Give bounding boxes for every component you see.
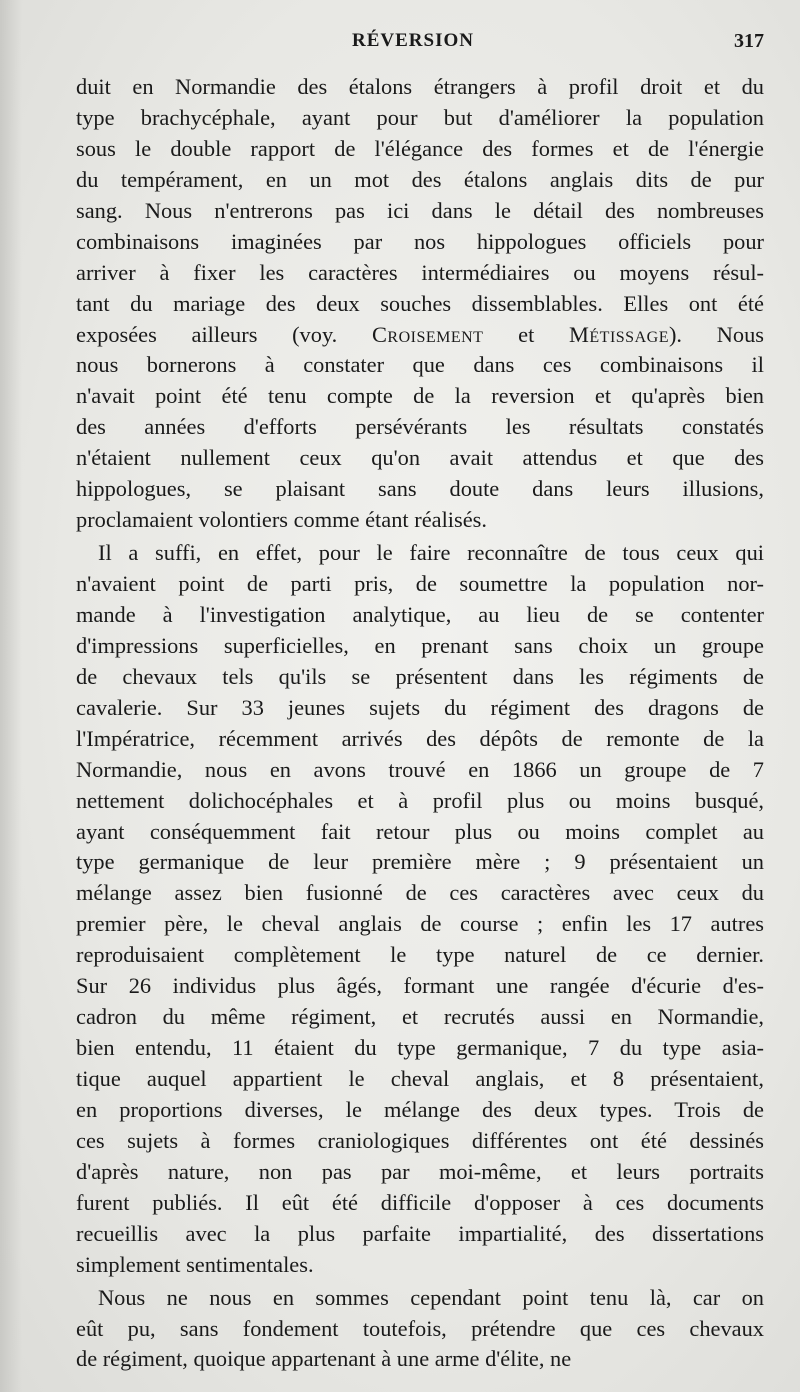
text-line: cavalerie. Sur 33 jeunes sujets du régiment des dragons de bbox=[76, 694, 764, 720]
text-line: n'étaient nullement ceux qu'on avait attendus et que des bbox=[76, 445, 764, 471]
running-head-title: RÉVERSION bbox=[352, 30, 474, 51]
text-line: hippologues, se plaisant sans doute dans leurs illusions, bbox=[76, 476, 764, 502]
text-line: tique auquel appartient le cheval anglais, et 8 présentaient, bbox=[76, 1066, 764, 1091]
text-line: ces sujets à formes craniologiques différentes ont été dessinés bbox=[76, 1127, 764, 1153]
text-line: des années d'efforts persévérants les résultats constatés bbox=[76, 414, 764, 440]
text-line: premier père, le cheval anglais de course ; enfin les 17 autres bbox=[76, 911, 764, 937]
text-line: sang. Nous n'entrerons pas ici dans le détail des nombreuses bbox=[76, 197, 764, 223]
text-line: n'avait point été tenu compte de la reversion et qu'après bien bbox=[76, 383, 764, 409]
running-head bbox=[72, 30, 772, 62]
text-line: mande à l'investigation analytique, au lieu de se contenter bbox=[76, 601, 764, 627]
page-gutter-shadow bbox=[0, 0, 22, 1392]
text-line: sous le double rapport de l'élégance des formes et de l'énergie bbox=[76, 135, 764, 161]
text-line: type germanique de leur première mère ; 9 présentaient un bbox=[76, 849, 764, 875]
text-line: simplement sentimentales. bbox=[76, 1251, 314, 1277]
text-line: d'après nature, non pas par moi-même, et leurs portraits bbox=[76, 1158, 764, 1184]
text-line: Sur 26 individus plus âgés, formant une rangée d'écurie d'es- bbox=[76, 973, 764, 999]
text-line: ayant conséquemment fait retour plus ou moins complet au bbox=[76, 818, 764, 844]
cross-reference: Métissage bbox=[569, 321, 669, 347]
text-line: nettement dolichocéphales et à profil plus ou moins busqué, bbox=[76, 787, 764, 813]
text-line: cadron du même régiment, et recrutés aussi en Normandie, bbox=[76, 1004, 764, 1030]
text-line: type brachycéphale, ayant pour but d'améliorer la population bbox=[76, 104, 764, 130]
text-line: eût pu, sans fondement toutefois, prétendre que ces chevaux bbox=[76, 1315, 764, 1341]
text-line: Normandie, nous en avons trouvé en 1866 un groupe de 7 bbox=[76, 756, 764, 782]
text-line: Il a suffi, en effet, pour le faire reconnaître de tous ceux qui bbox=[98, 540, 764, 566]
text-line: tant du mariage des deux souches dissemblables. Elles ont été bbox=[76, 290, 764, 316]
text-line: de régiment, quoique appartenant à une arme d'élite, ne bbox=[76, 1346, 572, 1372]
text-line: n'avaient point de parti pris, de soumettre la population nor- bbox=[76, 571, 764, 596]
text-line: nous bornerons à constater que dans ces combinaisons il bbox=[76, 352, 764, 378]
text-line: reproduisaient complètement le type naturel de ce dernier. bbox=[76, 942, 764, 968]
text-line: furent publiés. Il eût été difficile d'opposer à ces documents bbox=[76, 1189, 764, 1215]
text-line: du tempérament, en un mot des étalons anglais dits de pur bbox=[76, 166, 764, 192]
text-line: proclamaient volontiers comme étant réalisés. bbox=[76, 507, 487, 533]
text-line: combinaisons imaginées par nos hippologues officiels pour bbox=[76, 228, 764, 254]
page-number: 317 bbox=[734, 30, 764, 52]
cross-reference: Croisement bbox=[371, 321, 484, 347]
text-line: de chevaux tels qu'ils se présentent dans les régiments de bbox=[76, 663, 764, 689]
body-text bbox=[76, 72, 764, 1375]
text-line: bien entendu, 11 étaient du type germanique, 7 du type asia- bbox=[76, 1035, 764, 1061]
text-line: Nous ne nous en sommes cependant point tenu là, car on bbox=[98, 1284, 764, 1310]
text-line: duit en Normandie des étalons étrangers à profil droit et du bbox=[76, 74, 764, 99]
text-line: en proportions diverses, le mélange des deux types. Trois de bbox=[76, 1096, 764, 1122]
paragraph bbox=[76, 1283, 764, 1376]
text-line: d'impressions superficielles, en prenant sans choix un groupe bbox=[76, 632, 764, 658]
text-line: arriver à fixer les caractères intermédiaires ou moyens résul- bbox=[76, 259, 764, 285]
text-line: mélange assez bien fusionné de ces caractères avec ceux du bbox=[76, 880, 764, 906]
text-line: exposées ailleurs (voy. Croisement et Métissage). Nous bbox=[76, 321, 764, 347]
paragraph bbox=[76, 72, 764, 536]
text-line: recueillis avec la plus parfaite impartialité, des dissertations bbox=[76, 1220, 764, 1246]
text-line: l'Impératrice, récemment arrivés des dépôts de remonte de la bbox=[76, 725, 764, 751]
paragraph bbox=[76, 538, 764, 1281]
